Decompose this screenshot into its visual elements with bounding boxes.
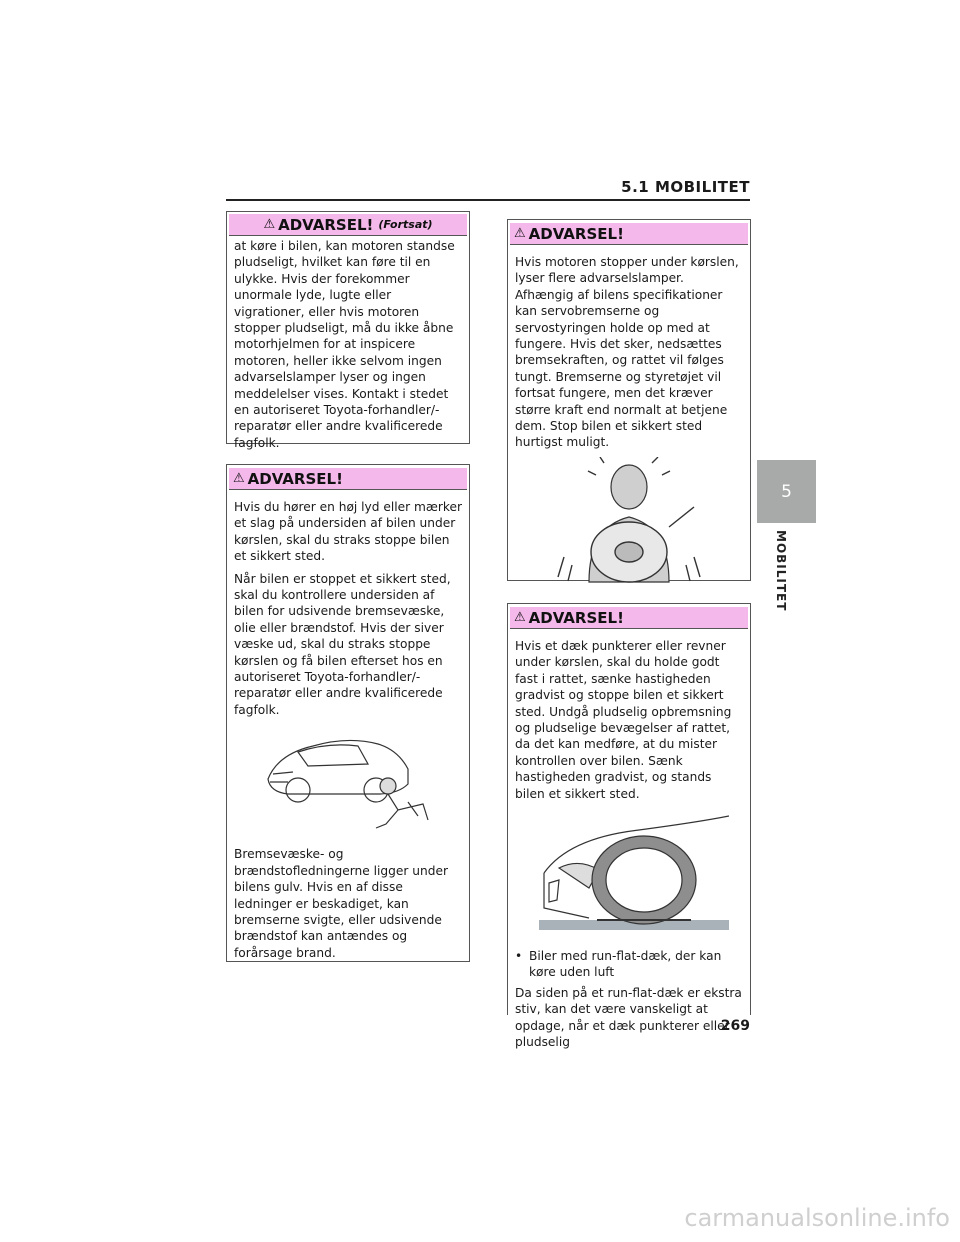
continued-label: (Fortsat) bbox=[378, 218, 433, 231]
warning-header bbox=[510, 223, 748, 245]
warning-header bbox=[229, 214, 467, 236]
warning-text: Hvis et dæk punkterer eller revner under kørslen, skal du holde godt fast i rattet, sænke hastigheden gradvist og stoppe bilen et sikkert sted. Undgå pludselig opbremsning og pludselige bevægelser af rattet, da det kan medføre, at du mister kontrollen over bilen. Sænk hastigheden gradvist, og stands bilen et sikkert sted. bbox=[515, 639, 732, 801]
warning-header bbox=[229, 468, 467, 490]
section-title: 5.1 MOBILITET bbox=[621, 178, 750, 196]
header-rule bbox=[226, 199, 750, 201]
bullet-text: Biler med run-flat-dæk, der kan køre uden luft bbox=[529, 949, 722, 980]
driver-heavy-steering-illustration bbox=[544, 457, 714, 587]
chapter-tab[interactable] bbox=[757, 460, 816, 523]
warning-box-underbody bbox=[226, 464, 470, 962]
bullet-dot: • bbox=[515, 949, 523, 964]
chapter-label: MOBILITET bbox=[774, 530, 788, 612]
warning-label: ADVARSEL! bbox=[528, 608, 624, 627]
flat-tire-illustration bbox=[529, 808, 729, 938]
warning-label: ADVARSEL! bbox=[528, 224, 624, 243]
car-underbody-inspection-illustration bbox=[258, 724, 438, 834]
warning-triangle-icon: ⚠ bbox=[514, 610, 526, 625]
warning-box-engine-stop bbox=[507, 219, 751, 581]
chapter-number: 5 bbox=[781, 481, 792, 502]
warning-text: at køre i bilen, kan motoren standse pludseligt, hvilket kan føre til en ulykke. Hvis der forekommer unormale lyde, lugte eller vigrationer, eller hvis motoren stopper pludseligt, må du ikke åbne motorhjelmen for at inspicere motoren, heller ikke selvom ingen advarselslamper lyser og ingen meddelelser vises. Kontakt i stedet en autoriseret Toyota-forhandler/-reparatør eller andre kvalificerede fagfolk. bbox=[234, 239, 455, 450]
warning-continuation-text: Da siden på et run-flat-dæk er ekstra stiv, kan det være vanskeligt at opdage, når et dæk punkterer eller pludselig bbox=[515, 985, 742, 1050]
warning-triangle-icon: ⚠ bbox=[263, 217, 276, 232]
warning-label: ADVARSEL! bbox=[278, 215, 374, 234]
warning-paragraph-1: Hvis du hører en høj lyd eller mærker et slag på undersiden af bilen under kørslen, skal du straks stoppe bilen et sikkert sted. bbox=[234, 500, 463, 564]
watermark: carmanualsonline.info bbox=[684, 1204, 950, 1232]
warning-box-continued bbox=[226, 211, 470, 450]
warning-header bbox=[510, 607, 748, 629]
warning-text: Hvis motoren stopper under kørslen, lyser flere advarselslamper. Afhængig af bilens specifikationer kan servobremserne og servostyringen holde op med at fungere. Hvis det sker, nedsættes bremsekraften, og rattet vil følges tungt. Bremserne og styretøjet vil fortsat fungere, men det kræver større kraft end normalt at betjene dem. Stop bilen et sikkert sted hurtigst muligt. bbox=[515, 255, 739, 450]
warning-paragraph-3: Bremsevæske- og brændstofledningerne ligger under bilens gulv. Hvis en af disse ledninger er beskadiget, kan bremserne svigte, eller udsivende brændstof kan antændes og forårsage brand. bbox=[234, 847, 448, 960]
warning-paragraph-2: Når bilen er stoppet et sikkert sted, skal du kontrollere undersiden af bilen for udsivende bremsevæske, olie eller brændstof. Hvis der siver væske ud, skal du straks stoppe kørslen og få bilen efterset hos en autoriseret Toyota-forhandler/-reparatør eller andre kvalificerede fagfolk. bbox=[234, 571, 451, 717]
warning-triangle-icon: ⚠ bbox=[514, 226, 526, 241]
warning-triangle-icon: ⚠ bbox=[233, 471, 245, 486]
page-number: 269 bbox=[720, 1018, 750, 1034]
warning-label: ADVARSEL! bbox=[247, 469, 343, 488]
bullet-item bbox=[515, 948, 743, 981]
